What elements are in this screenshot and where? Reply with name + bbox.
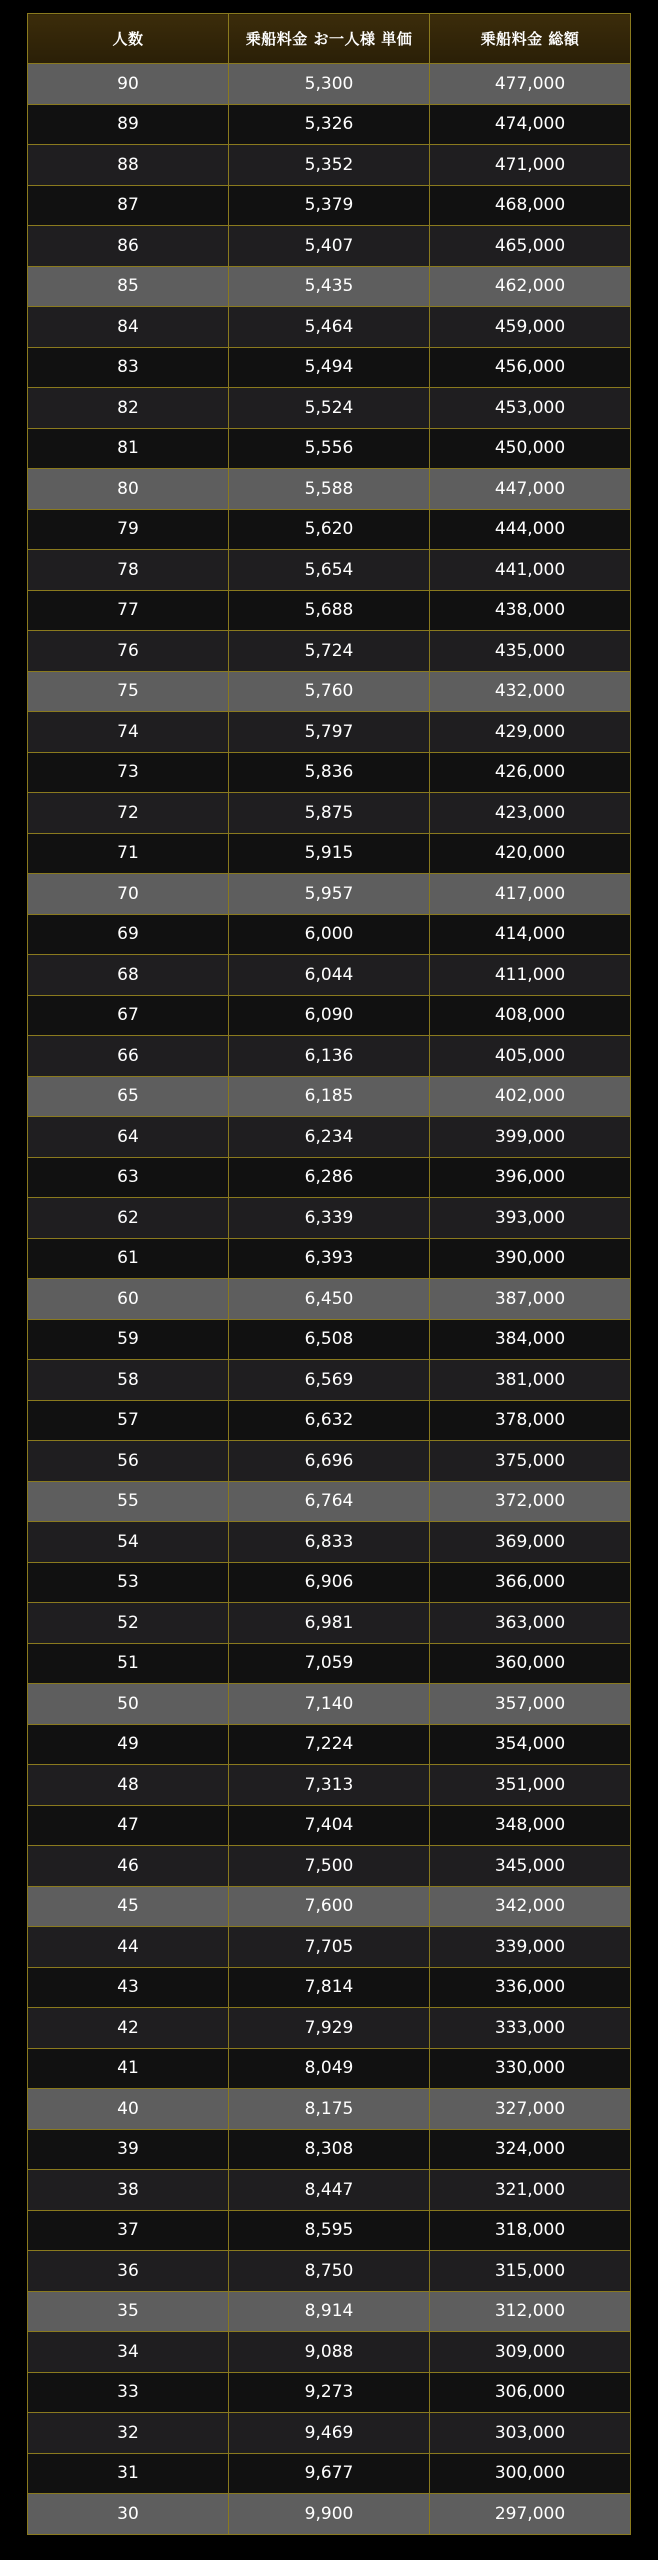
cell-total-price: 384,000 [430, 1319, 631, 1360]
table-row [28, 145, 631, 186]
cell-total-price: 336,000 [430, 1967, 631, 2008]
cell-total-price: 471,000 [430, 145, 631, 186]
cell-people-count: 77 [28, 590, 229, 631]
cell-total-price: 333,000 [430, 2008, 631, 2049]
cell-unit-price: 6,906 [229, 1562, 430, 1603]
cell-unit-price: 7,404 [229, 1805, 430, 1846]
table-row [28, 874, 631, 915]
cell-total-price: 477,000 [430, 64, 631, 105]
cell-people-count: 31 [28, 2453, 229, 2494]
cell-unit-price: 6,339 [229, 1198, 430, 1239]
cell-people-count: 67 [28, 995, 229, 1036]
cell-total-price: 450,000 [430, 428, 631, 469]
cell-people-count: 80 [28, 469, 229, 510]
cell-people-count: 35 [28, 2291, 229, 2332]
table-row [28, 1360, 631, 1401]
cell-total-price: 363,000 [430, 1603, 631, 1644]
cell-total-price: 345,000 [430, 1846, 631, 1887]
cell-unit-price: 9,273 [229, 2372, 430, 2413]
cell-total-price: 297,000 [430, 2494, 631, 2535]
cell-people-count: 53 [28, 1562, 229, 1603]
cell-total-price: 405,000 [430, 1036, 631, 1077]
cell-people-count: 79 [28, 509, 229, 550]
cell-total-price: 420,000 [430, 833, 631, 874]
cell-unit-price: 5,300 [229, 64, 430, 105]
cell-people-count: 37 [28, 2210, 229, 2251]
cell-unit-price: 5,524 [229, 388, 430, 429]
table-row [28, 1846, 631, 1887]
cell-people-count: 54 [28, 1522, 229, 1563]
cell-people-count: 73 [28, 752, 229, 793]
cell-total-price: 330,000 [430, 2048, 631, 2089]
cell-people-count: 78 [28, 550, 229, 591]
cell-people-count: 44 [28, 1927, 229, 1968]
cell-unit-price: 5,836 [229, 752, 430, 793]
cell-total-price: 348,000 [430, 1805, 631, 1846]
cell-unit-price: 6,764 [229, 1481, 430, 1522]
fare-table-container [27, 13, 630, 2535]
cell-people-count: 46 [28, 1846, 229, 1887]
cell-total-price: 438,000 [430, 590, 631, 631]
table-row [28, 307, 631, 348]
cell-people-count: 60 [28, 1279, 229, 1320]
table-row [28, 752, 631, 793]
table-row [28, 590, 631, 631]
cell-unit-price: 6,833 [229, 1522, 430, 1563]
cell-unit-price: 8,595 [229, 2210, 430, 2251]
table-row [28, 1117, 631, 1158]
cell-total-price: 318,000 [430, 2210, 631, 2251]
cell-unit-price: 8,750 [229, 2251, 430, 2292]
cell-unit-price: 5,407 [229, 226, 430, 267]
cell-people-count: 49 [28, 1724, 229, 1765]
cell-unit-price: 6,000 [229, 914, 430, 955]
cell-unit-price: 8,447 [229, 2170, 430, 2211]
table-row [28, 2210, 631, 2251]
cell-total-price: 465,000 [430, 226, 631, 267]
cell-people-count: 69 [28, 914, 229, 955]
cell-total-price: 453,000 [430, 388, 631, 429]
cell-total-price: 312,000 [430, 2291, 631, 2332]
cell-unit-price: 9,469 [229, 2413, 430, 2454]
cell-unit-price: 7,313 [229, 1765, 430, 1806]
cell-total-price: 423,000 [430, 793, 631, 834]
table-row [28, 2048, 631, 2089]
cell-total-price: 387,000 [430, 1279, 631, 1320]
table-row [28, 2453, 631, 2494]
cell-total-price: 327,000 [430, 2089, 631, 2130]
cell-total-price: 441,000 [430, 550, 631, 591]
cell-unit-price: 6,450 [229, 1279, 430, 1320]
cell-total-price: 369,000 [430, 1522, 631, 1563]
cell-people-count: 59 [28, 1319, 229, 1360]
cell-unit-price: 7,600 [229, 1886, 430, 1927]
table-row [28, 1076, 631, 1117]
cell-total-price: 456,000 [430, 347, 631, 388]
table-row [28, 428, 631, 469]
cell-people-count: 75 [28, 671, 229, 712]
table-row [28, 1238, 631, 1279]
cell-unit-price: 8,175 [229, 2089, 430, 2130]
cell-total-price: 474,000 [430, 104, 631, 145]
table-row [28, 509, 631, 550]
table-row [28, 226, 631, 267]
table-row [28, 1684, 631, 1725]
cell-total-price: 447,000 [430, 469, 631, 510]
cell-people-count: 30 [28, 2494, 229, 2535]
cell-unit-price: 5,556 [229, 428, 430, 469]
cell-unit-price: 6,136 [229, 1036, 430, 1077]
cell-total-price: 306,000 [430, 2372, 631, 2413]
cell-unit-price: 5,875 [229, 793, 430, 834]
table-row [28, 1522, 631, 1563]
cell-total-price: 375,000 [430, 1441, 631, 1482]
cell-people-count: 48 [28, 1765, 229, 1806]
table-row [28, 469, 631, 510]
cell-total-price: 393,000 [430, 1198, 631, 1239]
fare-table-body [28, 64, 631, 2535]
cell-people-count: 40 [28, 2089, 229, 2130]
cell-people-count: 83 [28, 347, 229, 388]
cell-total-price: 444,000 [430, 509, 631, 550]
table-row [28, 2251, 631, 2292]
cell-unit-price: 5,326 [229, 104, 430, 145]
cell-total-price: 417,000 [430, 874, 631, 915]
cell-people-count: 61 [28, 1238, 229, 1279]
header-row [28, 14, 631, 64]
cell-unit-price: 9,677 [229, 2453, 430, 2494]
cell-unit-price: 6,632 [229, 1400, 430, 1441]
cell-unit-price: 5,379 [229, 185, 430, 226]
cell-people-count: 84 [28, 307, 229, 348]
cell-unit-price: 6,393 [229, 1238, 430, 1279]
cell-people-count: 90 [28, 64, 229, 105]
table-row [28, 2008, 631, 2049]
table-row [28, 266, 631, 307]
cell-unit-price: 9,088 [229, 2332, 430, 2373]
table-row [28, 64, 631, 105]
table-row [28, 1279, 631, 1320]
cell-unit-price: 5,352 [229, 145, 430, 186]
table-row [28, 914, 631, 955]
cell-total-price: 402,000 [430, 1076, 631, 1117]
cell-people-count: 47 [28, 1805, 229, 1846]
cell-total-price: 321,000 [430, 2170, 631, 2211]
cell-unit-price: 5,435 [229, 266, 430, 307]
cell-total-price: 396,000 [430, 1157, 631, 1198]
table-row [28, 712, 631, 753]
table-row [28, 955, 631, 996]
cell-unit-price: 6,696 [229, 1441, 430, 1482]
table-row [28, 1967, 631, 2008]
cell-people-count: 86 [28, 226, 229, 267]
cell-unit-price: 5,588 [229, 469, 430, 510]
cell-unit-price: 9,900 [229, 2494, 430, 2535]
cell-total-price: 414,000 [430, 914, 631, 955]
table-row [28, 671, 631, 712]
cell-unit-price: 6,569 [229, 1360, 430, 1401]
table-row [28, 388, 631, 429]
table-row [28, 2372, 631, 2413]
cell-people-count: 32 [28, 2413, 229, 2454]
cell-total-price: 408,000 [430, 995, 631, 1036]
cell-unit-price: 8,914 [229, 2291, 430, 2332]
cell-people-count: 65 [28, 1076, 229, 1117]
cell-people-count: 89 [28, 104, 229, 145]
cell-people-count: 52 [28, 1603, 229, 1644]
table-row [28, 2129, 631, 2170]
cell-people-count: 38 [28, 2170, 229, 2211]
table-row [28, 1319, 631, 1360]
cell-people-count: 57 [28, 1400, 229, 1441]
cell-people-count: 34 [28, 2332, 229, 2373]
cell-total-price: 366,000 [430, 1562, 631, 1603]
table-row [28, 104, 631, 145]
table-row [28, 793, 631, 834]
cell-unit-price: 5,654 [229, 550, 430, 591]
cell-total-price: 459,000 [430, 307, 631, 348]
table-row [28, 1765, 631, 1806]
cell-people-count: 66 [28, 1036, 229, 1077]
header-people-count: 人数 [28, 14, 229, 64]
cell-unit-price: 6,044 [229, 955, 430, 996]
cell-people-count: 88 [28, 145, 229, 186]
cell-people-count: 68 [28, 955, 229, 996]
table-row [28, 1481, 631, 1522]
table-row [28, 1643, 631, 1684]
cell-total-price: 339,000 [430, 1927, 631, 1968]
cell-total-price: 315,000 [430, 2251, 631, 2292]
header-total-price: 乗船料金 総額 [430, 14, 631, 64]
cell-people-count: 56 [28, 1441, 229, 1482]
cell-unit-price: 5,957 [229, 874, 430, 915]
cell-people-count: 50 [28, 1684, 229, 1725]
fare-table-header [28, 14, 631, 64]
table-row [28, 1400, 631, 1441]
cell-total-price: 426,000 [430, 752, 631, 793]
cell-people-count: 76 [28, 631, 229, 672]
table-row [28, 1562, 631, 1603]
cell-total-price: 351,000 [430, 1765, 631, 1806]
cell-people-count: 55 [28, 1481, 229, 1522]
cell-unit-price: 6,508 [229, 1319, 430, 1360]
table-row [28, 550, 631, 591]
cell-total-price: 309,000 [430, 2332, 631, 2373]
cell-total-price: 342,000 [430, 1886, 631, 1927]
cell-total-price: 300,000 [430, 2453, 631, 2494]
table-row [28, 995, 631, 1036]
cell-total-price: 435,000 [430, 631, 631, 672]
table-row [28, 1603, 631, 1644]
cell-unit-price: 5,915 [229, 833, 430, 874]
cell-total-price: 360,000 [430, 1643, 631, 1684]
cell-people-count: 51 [28, 1643, 229, 1684]
cell-people-count: 82 [28, 388, 229, 429]
table-row [28, 631, 631, 672]
cell-total-price: 357,000 [430, 1684, 631, 1725]
cell-people-count: 43 [28, 1967, 229, 2008]
cell-unit-price: 7,140 [229, 1684, 430, 1725]
table-row [28, 833, 631, 874]
cell-total-price: 381,000 [430, 1360, 631, 1401]
table-row [28, 1805, 631, 1846]
cell-people-count: 72 [28, 793, 229, 834]
cell-people-count: 71 [28, 833, 229, 874]
cell-unit-price: 7,500 [229, 1846, 430, 1887]
cell-unit-price: 5,494 [229, 347, 430, 388]
cell-total-price: 372,000 [430, 1481, 631, 1522]
table-row [28, 2170, 631, 2211]
table-row [28, 1886, 631, 1927]
table-row [28, 1198, 631, 1239]
cell-people-count: 58 [28, 1360, 229, 1401]
cell-total-price: 399,000 [430, 1117, 631, 1158]
cell-people-count: 45 [28, 1886, 229, 1927]
header-unit-price: 乗船料金 お一人様 単価 [229, 14, 430, 64]
cell-total-price: 429,000 [430, 712, 631, 753]
table-row [28, 347, 631, 388]
cell-total-price: 324,000 [430, 2129, 631, 2170]
cell-total-price: 432,000 [430, 671, 631, 712]
cell-unit-price: 6,234 [229, 1117, 430, 1158]
table-row [28, 1441, 631, 1482]
cell-unit-price: 7,814 [229, 1967, 430, 2008]
cell-total-price: 462,000 [430, 266, 631, 307]
cell-unit-price: 5,688 [229, 590, 430, 631]
cell-people-count: 81 [28, 428, 229, 469]
cell-unit-price: 6,286 [229, 1157, 430, 1198]
table-row [28, 1927, 631, 1968]
cell-total-price: 354,000 [430, 1724, 631, 1765]
cell-unit-price: 8,308 [229, 2129, 430, 2170]
cell-total-price: 468,000 [430, 185, 631, 226]
fare-table [27, 13, 631, 2535]
cell-people-count: 36 [28, 2251, 229, 2292]
cell-total-price: 303,000 [430, 2413, 631, 2454]
cell-unit-price: 5,797 [229, 712, 430, 753]
cell-unit-price: 7,059 [229, 1643, 430, 1684]
cell-unit-price: 7,224 [229, 1724, 430, 1765]
cell-unit-price: 6,185 [229, 1076, 430, 1117]
cell-unit-price: 5,724 [229, 631, 430, 672]
cell-unit-price: 7,929 [229, 2008, 430, 2049]
cell-people-count: 41 [28, 2048, 229, 2089]
table-row [28, 2494, 631, 2535]
cell-unit-price: 7,705 [229, 1927, 430, 1968]
table-row [28, 1724, 631, 1765]
cell-unit-price: 5,760 [229, 671, 430, 712]
cell-people-count: 62 [28, 1198, 229, 1239]
cell-unit-price: 6,090 [229, 995, 430, 1036]
cell-unit-price: 5,464 [229, 307, 430, 348]
cell-people-count: 33 [28, 2372, 229, 2413]
table-row [28, 1036, 631, 1077]
table-row [28, 2291, 631, 2332]
cell-people-count: 64 [28, 1117, 229, 1158]
cell-unit-price: 8,049 [229, 2048, 430, 2089]
cell-people-count: 42 [28, 2008, 229, 2049]
table-row [28, 1157, 631, 1198]
cell-people-count: 87 [28, 185, 229, 226]
cell-total-price: 378,000 [430, 1400, 631, 1441]
cell-people-count: 70 [28, 874, 229, 915]
cell-total-price: 390,000 [430, 1238, 631, 1279]
cell-people-count: 39 [28, 2129, 229, 2170]
cell-people-count: 85 [28, 266, 229, 307]
cell-people-count: 74 [28, 712, 229, 753]
cell-unit-price: 6,981 [229, 1603, 430, 1644]
table-row [28, 185, 631, 226]
cell-people-count: 63 [28, 1157, 229, 1198]
cell-unit-price: 5,620 [229, 509, 430, 550]
table-row [28, 2413, 631, 2454]
table-row [28, 2089, 631, 2130]
table-row [28, 2332, 631, 2373]
cell-total-price: 411,000 [430, 955, 631, 996]
